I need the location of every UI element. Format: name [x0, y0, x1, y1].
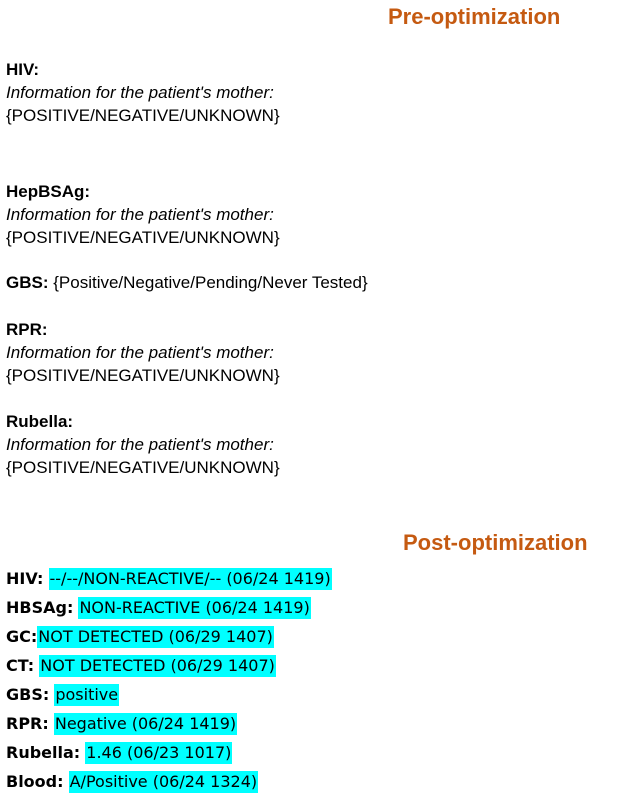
- pre-gbs-section: [6, 271, 368, 294]
- pre-rubella-section: [6, 410, 280, 479]
- pre-rubella-label: Rubella:: [6, 412, 74, 431]
- pre-hiv-section: [6, 58, 280, 127]
- post-rubella-value: 1.46 (06/23 1017): [86, 743, 232, 762]
- post-hiv-label: HIV:: [6, 569, 44, 588]
- post-ct-value: NOT DETECTED (06/29 1407): [40, 656, 275, 675]
- post-gc-value: NOT DETECTED (06/29 1407): [38, 627, 273, 646]
- post-row-gc: [6, 622, 332, 651]
- post-rpr-label: RPR:: [6, 714, 49, 733]
- post-row-hiv: [6, 564, 332, 593]
- post-row-rpr: [6, 709, 332, 738]
- post-rubella-label: Rubella:: [6, 743, 81, 762]
- post-row-hbsag: [6, 593, 332, 622]
- pre-hiv-value: {POSITIVE/NEGATIVE/UNKNOWN}: [6, 106, 280, 125]
- post-optimization-heading: Post-optimization: [403, 530, 588, 555]
- pre-hepbsag-note: Information for the patient's mother:: [6, 205, 274, 224]
- pre-gbs-label: GBS:: [6, 273, 49, 292]
- pre-gbs-value: {Positive/Negative/Pending/Never Tested}: [53, 273, 368, 292]
- post-blood-label: Blood:: [6, 772, 64, 791]
- post-gc-label: GC:: [6, 627, 38, 646]
- post-ct-label: CT:: [6, 656, 35, 675]
- post-row-gbs: [6, 680, 332, 709]
- pre-rubella-value: {POSITIVE/NEGATIVE/UNKNOWN}: [6, 458, 280, 477]
- post-row-ct: [6, 651, 332, 680]
- pre-optimization-heading: Pre-optimization: [388, 4, 561, 29]
- pre-hiv-label: HIV:: [6, 60, 40, 79]
- pre-hiv-note: Information for the patient's mother:: [6, 83, 274, 102]
- pre-hepbsag-value: {POSITIVE/NEGATIVE/UNKNOWN}: [6, 228, 280, 247]
- post-row-blood: [6, 767, 332, 796]
- pre-rubella-note: Information for the patient's mother:: [6, 435, 274, 454]
- post-gbs-label: GBS:: [6, 685, 50, 704]
- pre-rpr-value: {POSITIVE/NEGATIVE/UNKNOWN}: [6, 366, 280, 385]
- post-hbsag-value: NON-REACTIVE (06/24 1419): [79, 598, 310, 617]
- post-hbsag-label: HBSAg:: [6, 598, 74, 617]
- post-row-rubella: [6, 738, 332, 767]
- pre-rpr-note: Information for the patient's mother:: [6, 343, 274, 362]
- pre-rpr-label: RPR:: [6, 320, 48, 339]
- post-results-list: [6, 564, 332, 796]
- post-hiv-value: --/--/NON-REACTIVE/-- (06/24 1419): [49, 569, 331, 588]
- pre-rpr-section: [6, 318, 280, 387]
- post-blood-value: A/Positive (06/24 1324): [69, 772, 258, 791]
- post-gbs-value: positive: [55, 685, 119, 704]
- pre-hepbsag-label: HepBSAg:: [6, 182, 91, 201]
- pre-hepbsag-section: [6, 180, 280, 249]
- post-rpr-value: Negative (06/24 1419): [54, 714, 237, 733]
